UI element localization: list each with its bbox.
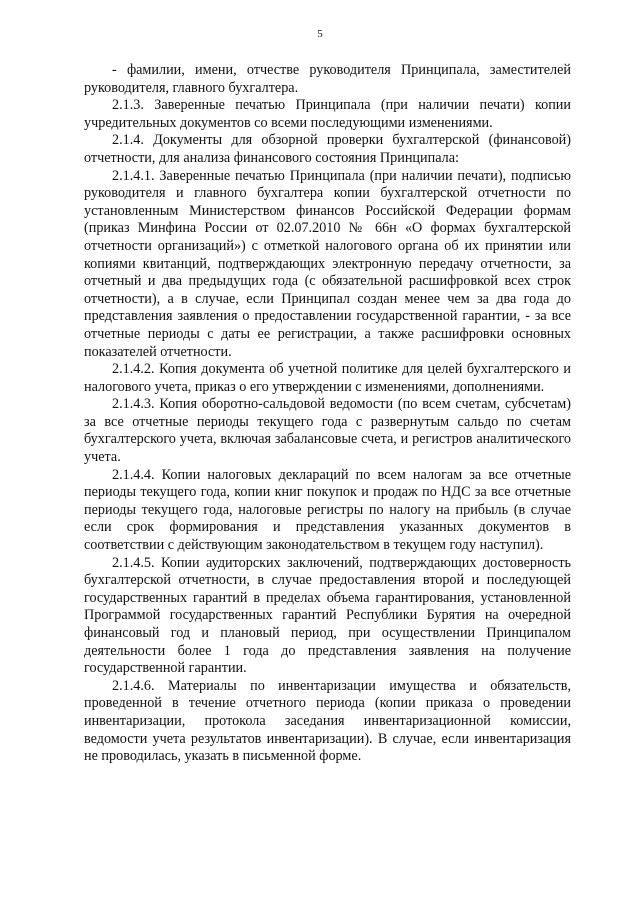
- paragraph-2-1-4: 2.1.4. Документы для обзорной проверки бухгалтерской (финансовой) отчетности, для анализа финансового состояния Принципала:: [84, 132, 571, 166]
- document-body: [84, 62, 571, 766]
- paragraph-2-1-3: 2.1.3. Заверенные печатью Принципала (при наличии печати) копии учредительных документов со всеми последующими изменениями.: [84, 97, 571, 131]
- paragraph-2-1-4-5: 2.1.4.5. Копии аудиторских заключений, подтверждающих достоверность бухгалтерской отчетности, в случае предоставления второй и последующей государственных гарантий в пределах объема гарантирования, установленной Программой государственных гарантий Республики Бурятия на очередной финансовый год и плановый период, при осуществлении Принципалом деятельности более 1 года до представления заявления на получение государственной гарантии.: [84, 554, 571, 677]
- paragraph-2-1-4-4: 2.1.4.4. Копии налоговых деклараций по всем налогам за все отчетные периоды текущего года, копии книг покупок и продаж по НДС за все отчетные периоды текущего года, налоговые регистры по налогу на прибыль (в случае если срок формирования и представления указанных документов в соответствии с действующим законодательством в текущем году наступил).: [84, 466, 571, 554]
- paragraph-2-1-4-3: 2.1.4.3. Копия оборотно-сальдовой ведомости (по всем счетам, субсчетам) за все отчетные периоды текущего года с развернутым сальдо по счетам бухгалтерского учета, включая забалансовые счета, и регистров аналитического учета.: [84, 396, 571, 466]
- paragraph-signatories: - фамилии, имени, отчестве руководителя Принципала, заместителей руководителя, главного бухгалтера.: [84, 62, 571, 96]
- paragraph-2-1-4-6: 2.1.4.6. Материалы по инвентаризации имущества и обязательств, проведенной в течение отчетного периода (копии приказа о проведении инвентаризации, протокола заседания инвентаризационной комиссии, ведомости учета результатов инвентаризации). В случае, если инвентаризация не проводилась, указать в письменной форме.: [84, 677, 571, 765]
- paragraph-2-1-4-2: 2.1.4.2. Копия документа об учетной политике для целей бухгалтерского и налогового учета, приказ о его утверждении с изменениями, дополнениями.: [84, 361, 571, 395]
- page-number: 5: [317, 28, 323, 40]
- paragraph-2-1-4-1: 2.1.4.1. Заверенные печатью Принципала (при наличии печати), подписью руководителя и главного бухгалтера копии бухгалтерской отчетности по установленным Министерством финансов Российской Федерации формам (приказ Минфина России от 02.07.2010 № 66н «О формах бухгалтерской отчетности организаций») с отметкой налогового органа об их принятии или копиями квитанций, подтверждающих электронную передачу отчетности, за отчетный и два предыдущих года (с обязательной расшифровкой всех строк отчетности), а в случае, если Принципал создан менее чем за два года до представления заявления о предоставлении государственной гарантии, - за все отчетные периоды с даты ее регистрации, а также расшифровки основных показателей отчетности.: [84, 167, 571, 360]
